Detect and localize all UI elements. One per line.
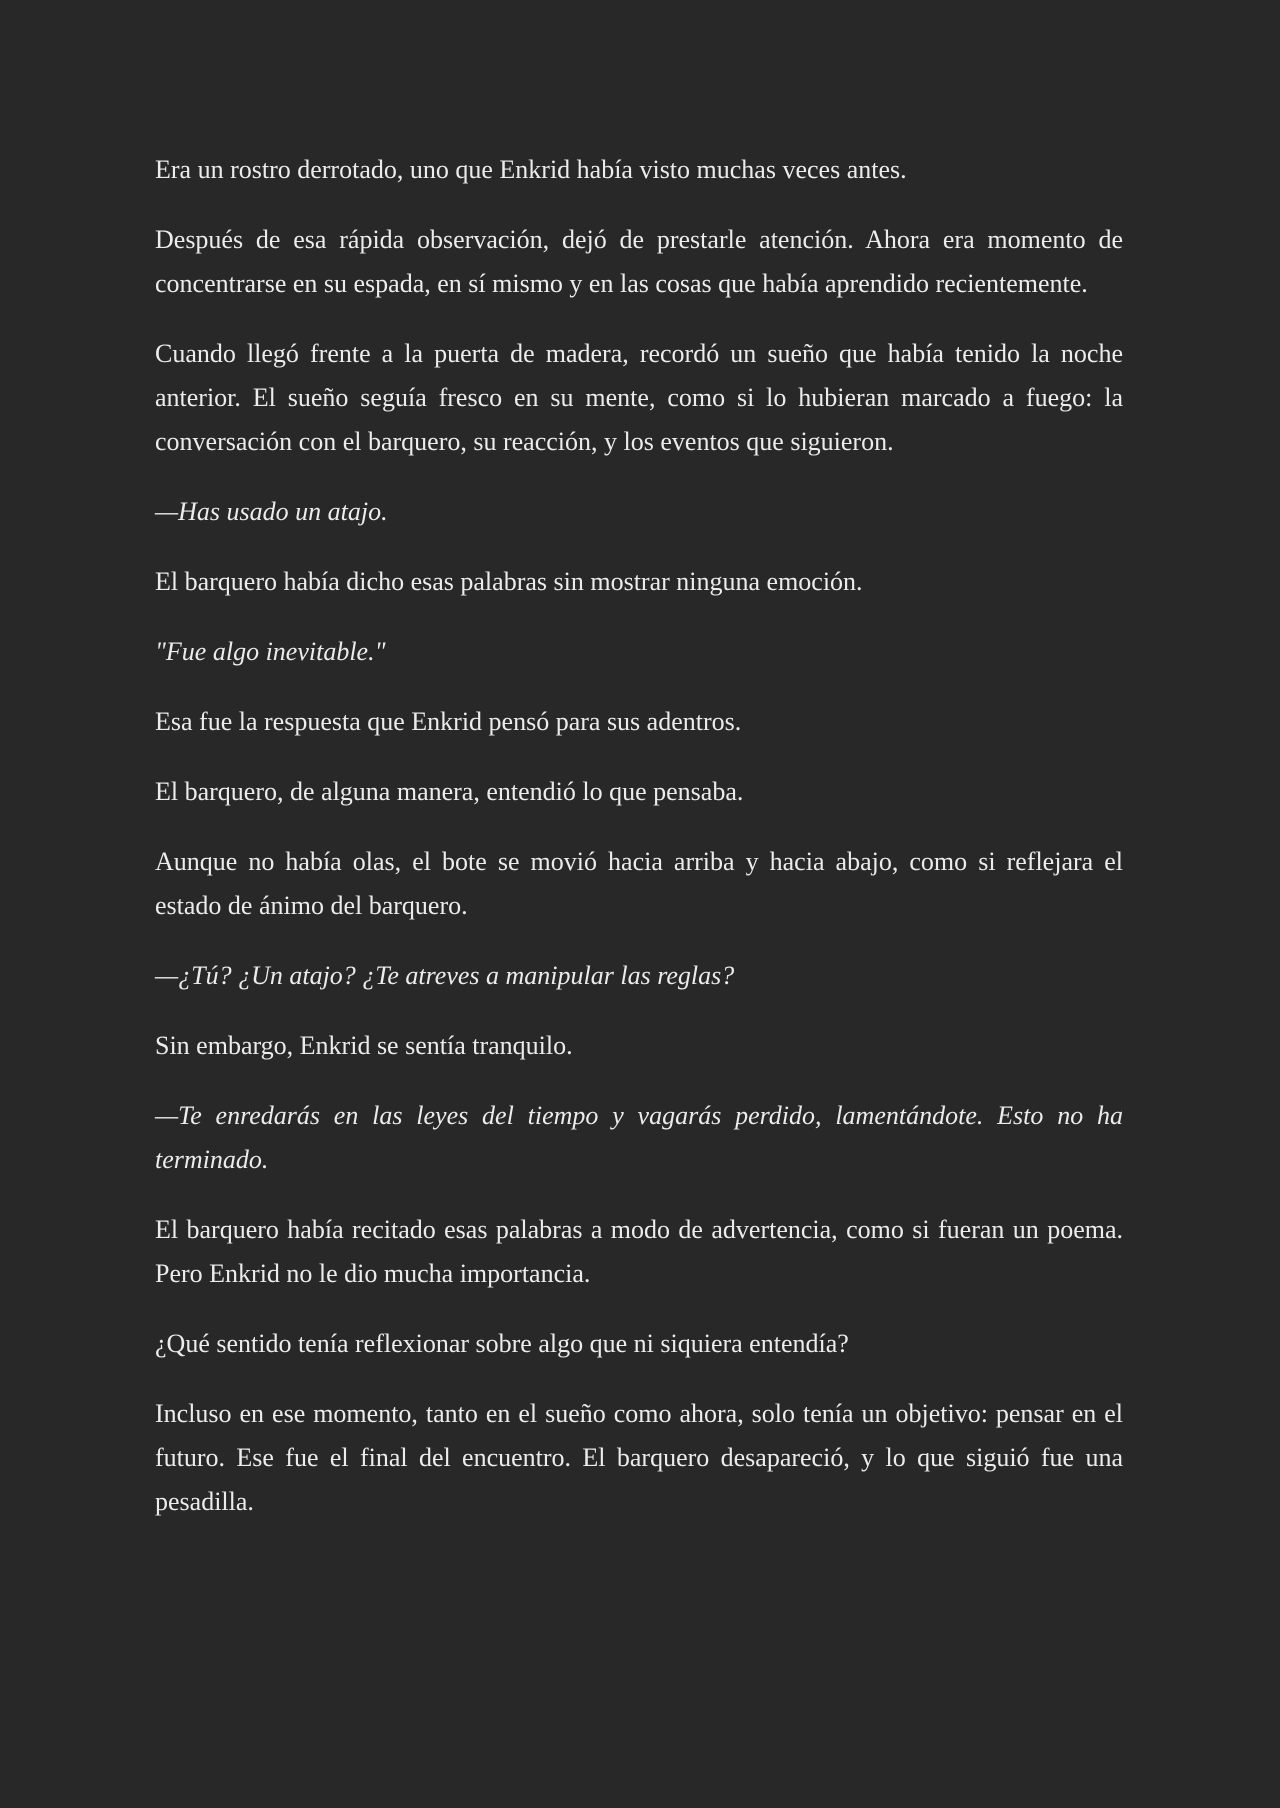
- paragraph: Esa fue la respuesta que Enkrid pensó para sus adentros.: [155, 707, 742, 736]
- paragraph: Sin embargo, Enkrid se sentía tranquilo.: [155, 1031, 573, 1060]
- paragraph: El barquero, de alguna manera, entendió lo que pensaba.: [155, 777, 744, 806]
- paragraph: Era un rostro derrotado, uno que Enkrid había visto muchas veces antes.: [155, 155, 907, 184]
- paragraph: —¿Tú? ¿Un atajo? ¿Te atreves a manipular las reglas?: [155, 961, 735, 990]
- paragraph: "Fue algo inevitable.": [155, 637, 386, 666]
- paragraph: Aunque no había olas, el bote se movió hacia arriba y hacia abajo, como si reflejara el estado de ánimo del barquero.: [155, 847, 1123, 920]
- paragraph: —Te enredarás en las leyes del tiempo y vagarás perdido, lamentándote. Esto no ha terminado.: [155, 1101, 1123, 1174]
- paragraph: El barquero había dicho esas palabras sin mostrar ninguna emoción.: [155, 567, 863, 596]
- paragraph: Cuando llegó frente a la puerta de madera, recordó un sueño que había tenido la noche anterior. El sueño seguía fresco en su mente, como si lo hubieran marcado a fuego: la conversación con el barquero, su reacción, y los eventos que siguieron.: [155, 339, 1123, 456]
- paragraph: Incluso en ese momento, tanto en el sueño como ahora, solo tenía un objetivo: pensar en el futuro. Ese fue el final del encuentro. El barquero desapareció, y lo que siguió fue una pesadilla.: [155, 1399, 1123, 1516]
- paragraph: —Has usado un atajo.: [155, 497, 388, 526]
- paragraph: Después de esa rápida observación, dejó de prestarle atención. Ahora era momento de concentrarse en su espada, en sí mismo y en las cosas que había aprendido recientemente.: [155, 225, 1123, 298]
- paragraph: ¿Qué sentido tenía reflexionar sobre algo que ni siquiera entendía?: [155, 1329, 849, 1358]
- chapter-text: [155, 148, 1123, 1550]
- paragraph: El barquero había recitado esas palabras a modo de advertencia, como si fueran un poema. Pero Enkrid no le dio mucha importancia.: [155, 1215, 1123, 1288]
